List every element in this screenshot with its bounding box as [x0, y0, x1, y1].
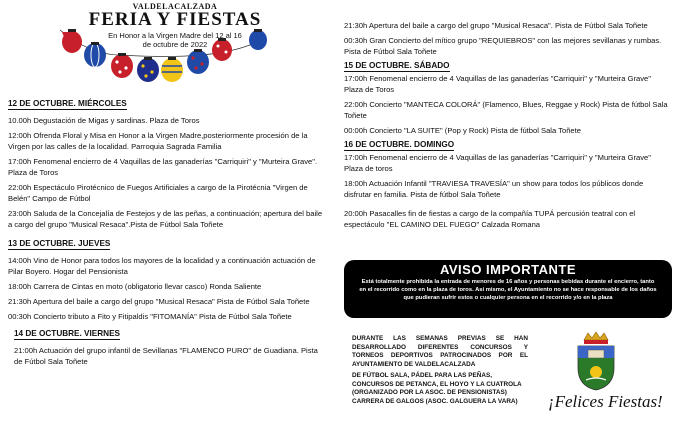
- event-item: 17:00h Fenomenal encierro de 4 Vaquillas de las ganaderías "Carriquiri" y "Murteira Grave" Plaza de Toros: [344, 74, 651, 94]
- event-item: 00:00h Concierto "LA SUITE" (Pop y Rock) Pista de fútbol Sala Toñete: [344, 126, 581, 135]
- notice-title: AVISO IMPORTANTE: [439, 262, 577, 277]
- event-item: 00:30h Gran Concierto del mítico grupo "REQUIEBROS" con las mejores sevillanas y rumbas. Pista de Fútbol Sala Toñete: [344, 36, 662, 56]
- lantern-red-icon: [111, 53, 133, 78]
- event-item: 22:00h Concierto "MANTECA COLORÁ" (Flamenco, Blues, Reggae y Rock) Pista de fútbol Sala Toñete: [344, 100, 668, 120]
- day-heading: 16 DE OCTUBRE. DOMINGO: [344, 140, 455, 149]
- event-item: 17:00h Fenomenal encierro de 4 Vaquillas de las ganaderías "Carriquiri" y "Murteira Grave" Plaza de toros: [344, 153, 651, 173]
- day-heading: 12 DE OCTUBRE. MIÉRCOLES: [8, 99, 127, 108]
- closing-greeting: ¡Felices Fiestas!: [548, 392, 663, 411]
- important-notice-box: [344, 260, 672, 318]
- event-item: 14:00h Vino de Honor para todos los mayores de la localidad y a continuación actuación de Pilar Boyero. Hogar del Pensionista: [8, 256, 316, 276]
- event-item: 20:00h Pasacalles fin de fiestas a cargo de la compañía TUPÁ percusión teatral con el espectáculo "EL CAMINO DEL FUEGO" Calzada Romana: [344, 209, 636, 229]
- town-name: VALDELACALZADA: [132, 2, 218, 11]
- notice-text: Está totalmente prohibida la entrada de menores de 16 años y personas bebidas durante el encierro, tanto en el recorrido como en la plaza de toros. Así mismo, el Ayuntamiento no se hace responsable de los daños que pudieran sufrir estos o cualquier persona en el recorrido y/o en la plaza: [359, 279, 657, 301]
- event-item: 23:00h Saluda de la Concejalía de Festejos y de las peñas, a continuación; apertura del baile a cargo del grupo "Musical Resaca".Pista de Fútbol Sala Toñete: [8, 209, 323, 229]
- lantern-blue-icon: [187, 49, 209, 74]
- honor-line: En Honor a la Virgen Madre del 12 al 16: [108, 31, 242, 40]
- event-item: 12:00h Ofrenda Floral y Misa en Honor a la Virgen Madre,posteriormente procesión de la Virgen por las calles de la localidad. Parroquia Sagrada Familia: [8, 131, 308, 151]
- competitions-info: DURANTE LAS SEMANAS PREVIAS SE HAN DESARROLLADO DIFERENTES CONCURSOS Y TORNEOS DEPORTIVOS PATROCINADOS POR EL AYUNTAMIENTO DE VALDELACALZADA: [352, 335, 528, 368]
- event-item: 22:00h Espectáculo Pirotécnico de Fuegos Artificiales a cargo de la Pirotécnia "Virgen de Belén" Campo de Fútbol: [8, 183, 308, 203]
- event-item: 21:00h Actuación del grupo infantil de Sevillanas "FLAMENCO PURO" de Guadiana. Pista de Fútbol Sala Toñete: [14, 346, 318, 366]
- competition-line: CONCURSOS DE PETANCA, EL HOYO Y LA CUATROLA: [352, 380, 522, 388]
- right-schedule-column: [344, 20, 672, 234]
- left-schedule-column: [8, 98, 328, 371]
- day-heading: 13 DE OCTUBRE. JUEVES: [8, 239, 111, 248]
- event-item: 00:30h Concierto tributo a Fito y Fitipaldis "FITOMANÍA" Pista de Fútbol Sala Toñete: [8, 312, 292, 321]
- page-title: FERIA Y FIESTAS: [88, 9, 262, 30]
- competition-line: (ORGANIZADO POR LA ASOC. DE PENSIONISTAS): [352, 389, 507, 397]
- event-item: 17:00h Fenomenal encierro de 4 Vaquillas de las ganaderías "Carriquiri" y "Murteira Grave". Plaza de Toros: [8, 157, 318, 177]
- event-item: 21:30h Apertura del baile a cargo del grupo "Musical Resaca" Pista de Fútbol Sala Toñete: [8, 297, 310, 306]
- competition-line: CARRERA DE GALGOS (ASOC. GALGUERA LA VARA): [352, 397, 518, 405]
- day-heading: 14 DE OCTUBRE. VIERNES: [14, 329, 121, 338]
- lantern-yellow-icon: [161, 57, 183, 82]
- competitions-list: [352, 372, 542, 406]
- honor-subtitle: [70, 31, 280, 49]
- lantern-purple-icon: [137, 57, 159, 82]
- competition-line: DE FÚTBOL SALA, PÁDEL PARA LAS PEÑAS,: [352, 372, 493, 379]
- event-item: 21:30h Apertura del baile a cargo del grupo "Musical Resaca". Pista de Fútbol Sala Toñete: [344, 21, 648, 30]
- event-item: 10.00h Degustación de Migas y sardinas. Plaza de Toros: [8, 116, 200, 125]
- honor-line: de octubre de 2022: [142, 40, 208, 49]
- event-item: 18:00h Carrera de Cintas en moto (obligatorio llevar casco) Ronda Saliente: [8, 282, 262, 291]
- day-heading: 15 DE OCTUBRE. SÁBADO: [344, 61, 450, 70]
- coat-of-arms-icon: [574, 330, 618, 392]
- event-item: 18:00h Actuación Infantil "TRAVIESA TRAVESÍA" un show para todos los públicos donde disfrutar en familia. Pista de fútbol Sala Toñete: [344, 179, 644, 199]
